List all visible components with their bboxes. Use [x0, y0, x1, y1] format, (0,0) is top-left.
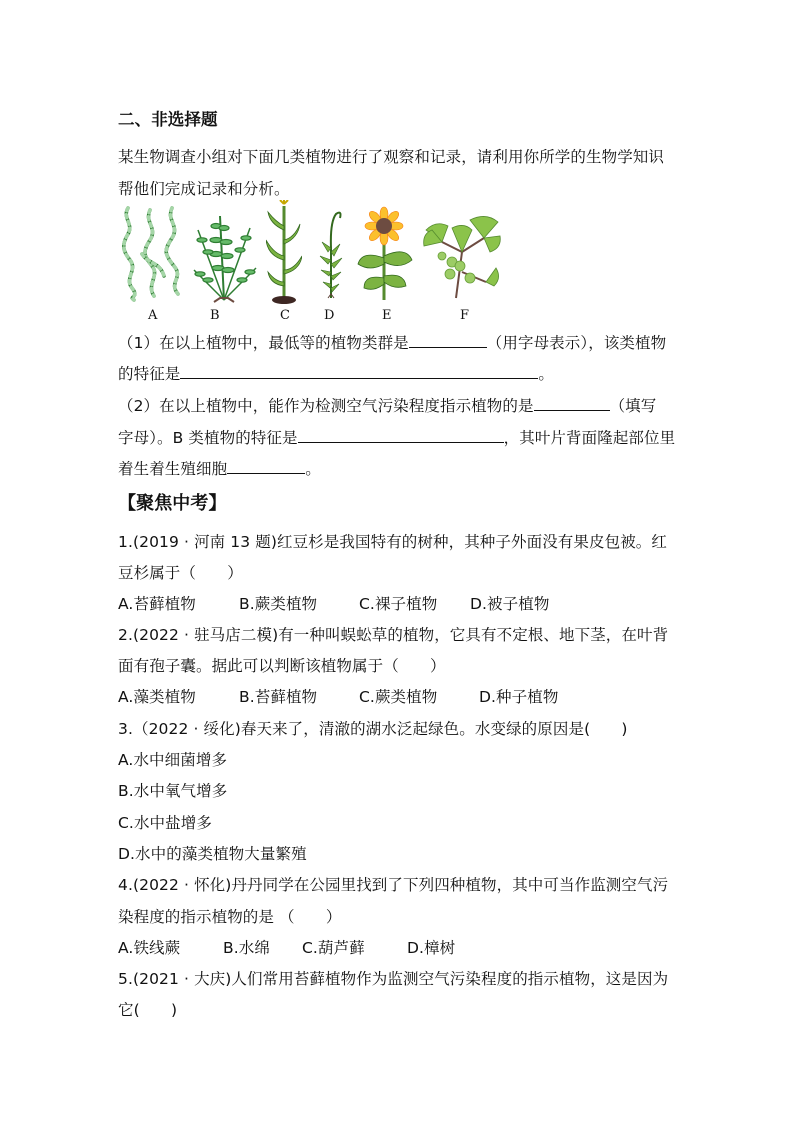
mcq-4-option-b[interactable]: B.水绵: [223, 939, 270, 957]
plant-label-d: D: [324, 308, 335, 323]
answer-blank-2b[interactable]: [298, 428, 504, 443]
plant-label-a: A: [148, 308, 158, 323]
question-1-text-c: 的特征是: [118, 365, 181, 383]
question-2-text-f: 。: [305, 460, 321, 478]
question-1-line-2: [118, 362, 554, 384]
mcq-3-stem: 3.（2022 · 绥化)春天来了，清澈的湖水泛起绿色。水变绿的原因是( ): [118, 720, 628, 738]
mcq-3-option-b[interactable]: B.水中氧气增多: [118, 782, 228, 800]
section-title: 二、非选择题: [118, 110, 218, 129]
question-1-text-a: （1）在以上植物中，最低等的植物类群是: [118, 334, 409, 352]
question-2-text-b: （填写: [609, 397, 657, 415]
question-2-text-a: （2）在以上植物中，能作为检测空气污染程度指示植物的是: [118, 397, 534, 415]
question-1-line-1: [118, 331, 666, 353]
mcq-1-option-b[interactable]: B.蕨类植物: [239, 595, 318, 613]
mcq-1-stem-line-1: 1.(2019 · 河南 13 题)红豆杉是我国特有的树种，其种子外面没有果皮包被。红: [118, 533, 667, 551]
question-2-line-3: [118, 457, 321, 479]
plant-e-sunflower-image: [354, 206, 416, 304]
mcq-5-stem-line-1: 5.(2021 · 大庆)人们常用苔藓植物作为监测空气污染程度的指示植物，这是因为: [118, 970, 669, 988]
mcq-2-option-b[interactable]: B.苔藓植物: [239, 688, 318, 706]
question-2-text-c: 字母）。B 类植物的特征是: [118, 429, 298, 447]
mcq-4-stem-line-2: 染程度的指示植物的是 （ ）: [118, 908, 342, 926]
mcq-2-stem-line-2: 面有孢子囊。据此可以判断该植物属于（ ）: [118, 657, 446, 675]
mcq-5-stem-line-2: 它( ): [118, 1001, 178, 1019]
mcq-1-option-c[interactable]: C.裸子植物: [359, 595, 438, 613]
mcq-2-stem-line-1: 2.(2022 · 驻马店二模)有一种叫蜈蚣草的植物，它具有不定根、地下茎，在叶背: [118, 626, 669, 644]
mcq-1-stem-line-2: 豆杉属于（ ）: [118, 564, 243, 582]
mcq-2-option-d[interactable]: D.种子植物: [479, 688, 559, 706]
mcq-2-option-c[interactable]: C.蕨类植物: [359, 688, 438, 706]
answer-blank-1b[interactable]: [180, 364, 538, 379]
mcq-3-option-d[interactable]: D.水中的藻类植物大量繁殖: [118, 845, 307, 863]
question-2-line-2: [118, 426, 675, 448]
plant-label-e: E: [382, 308, 392, 323]
question-1-text-b: （用字母表示），该类植物: [486, 334, 667, 352]
answer-blank-1a[interactable]: [409, 333, 487, 348]
answer-blank-2c[interactable]: [227, 459, 305, 474]
mcq-2-option-a[interactable]: A.藻类植物: [118, 688, 196, 706]
plant-illustrations: [118, 200, 518, 325]
mcq-4-option-d[interactable]: D.樟树: [407, 939, 456, 957]
question-2-text-e: 着生着生殖细胞: [118, 460, 228, 478]
plant-c-corn-image: [266, 200, 302, 304]
mcq-4-option-c[interactable]: C.葫芦藓: [302, 939, 365, 957]
mcq-3-option-c[interactable]: C.水中盐增多: [118, 814, 212, 832]
mcq-4-stem-line-1: 4.(2022 · 怀化)丹丹同学在公园里找到了下列四种植物，其中可当作监测空气污: [118, 876, 669, 894]
answer-blank-2a[interactable]: [534, 396, 610, 411]
mcq-1-option-d[interactable]: D.被子植物: [470, 595, 550, 613]
plant-b-fern-image: [190, 210, 260, 306]
question-2-text-d: ，其叶片背面隆起部位里: [503, 429, 676, 447]
intro-line-2: 帮他们完成记录和分析。: [118, 180, 290, 198]
mcq-4-option-a[interactable]: A.铁线蕨: [118, 939, 181, 957]
plant-label-f: F: [460, 308, 470, 323]
plant-f-ginkgo-image: [422, 212, 502, 302]
plant-a-algae-image: [120, 204, 188, 302]
question-1-text-d: 。: [538, 365, 555, 383]
focus-section-title: 【聚焦中考】: [118, 493, 227, 514]
question-2-line-1: [118, 394, 656, 416]
plant-d-moss-image: [316, 208, 346, 304]
mcq-1-option-a[interactable]: A.苔藓植物: [118, 595, 196, 613]
plant-label-b: B: [210, 308, 220, 323]
plant-label-c: C: [280, 308, 290, 323]
mcq-3-option-a[interactable]: A.水中细菌增多: [118, 751, 228, 769]
intro-line-1: 某生物调查小组对下面几类植物进行了观察和记录，请利用你所学的生物学知识: [118, 148, 665, 166]
